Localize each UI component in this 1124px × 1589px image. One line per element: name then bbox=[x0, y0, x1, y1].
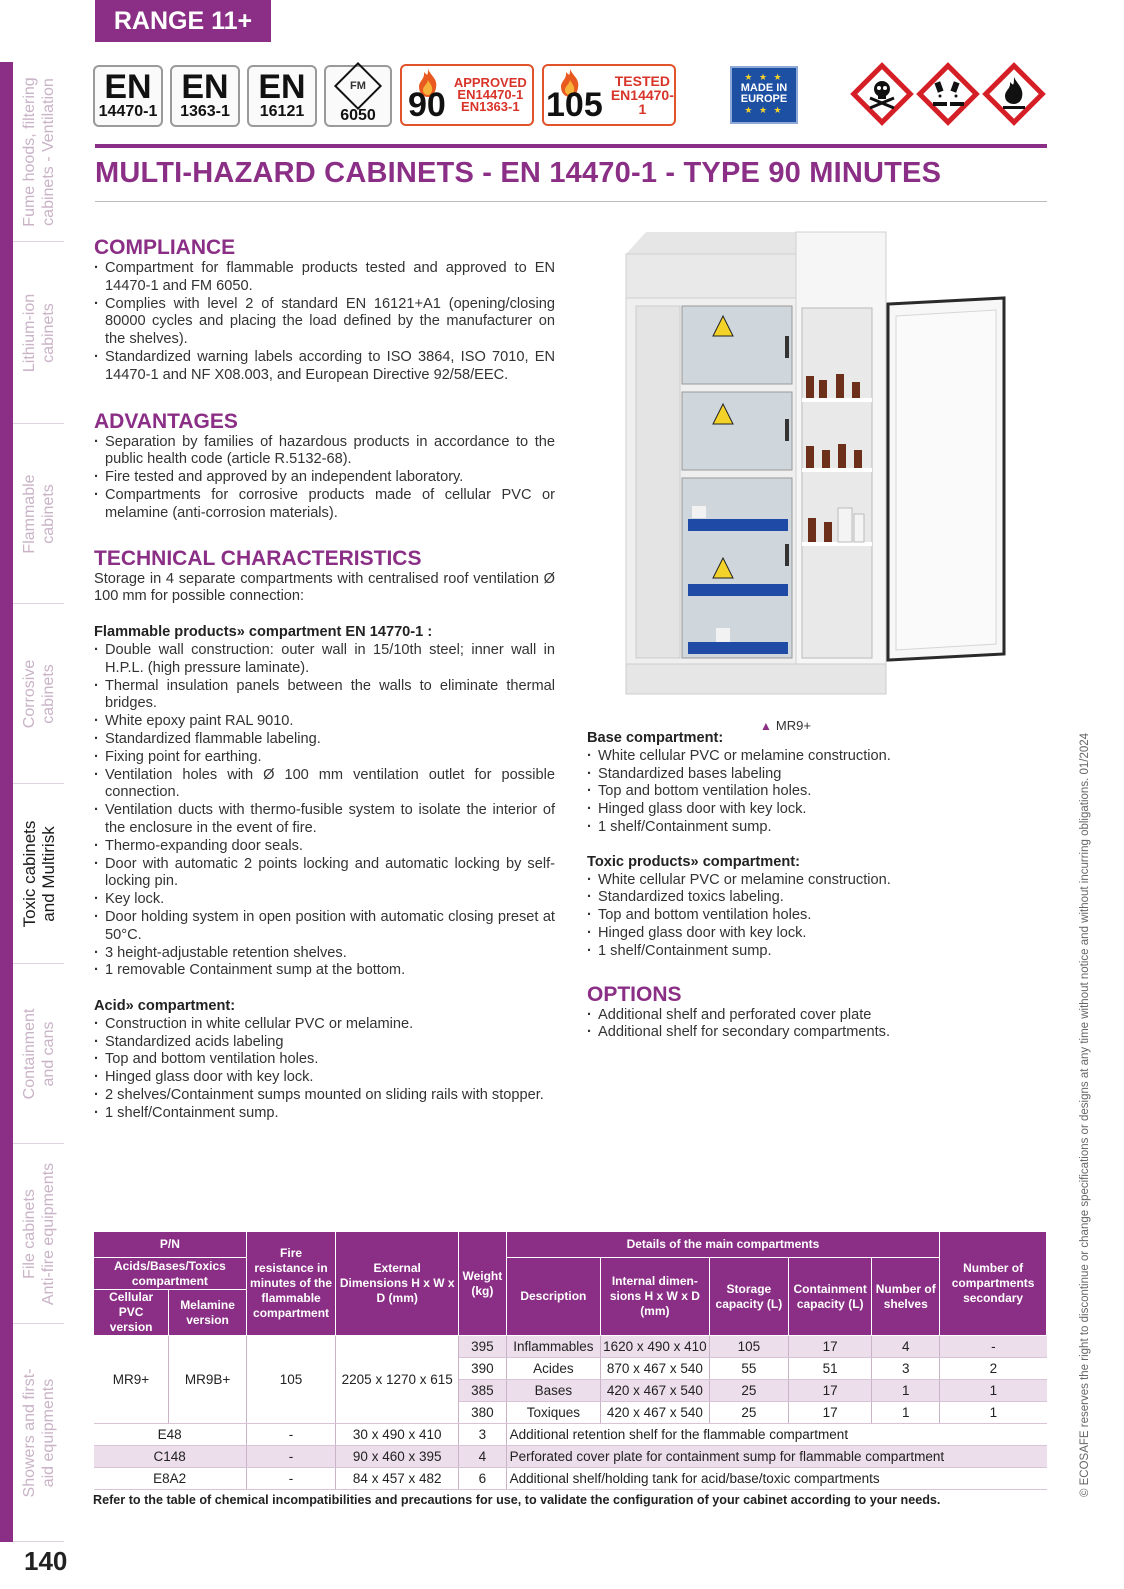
list-item: · Door holding system in open position with automatic closing preset at 50°C. bbox=[94, 909, 555, 945]
sidebar-item-3[interactable] bbox=[13, 424, 64, 604]
list-item: · Top and bottom ventilation holes. bbox=[587, 783, 1047, 801]
copyright-notice: © ECOSAFE reserves the right to discontinue or change specifications or designs at any time without notice and without incurring obligations. 01/2024 bbox=[1079, 732, 1091, 1498]
weight-header: Weight (kg) bbox=[459, 1232, 507, 1336]
list-item: · Ventilation ducts with thermo-fusible system to isolate the interior of the enclosure in the event of fire. bbox=[94, 802, 555, 838]
page-title: MULTI-HAZARD CABINETS - EN 14470-1 - TYPE 90 MINUTES bbox=[95, 157, 942, 189]
weight-cell: 395 bbox=[459, 1336, 507, 1358]
sidebar-item-line: cabinets bbox=[39, 663, 57, 724]
storage-cell: 105 bbox=[709, 1336, 788, 1358]
list-item: · 1 removable Containment sump at the bottom. bbox=[94, 962, 555, 980]
accessory-pn-cell: C148 bbox=[94, 1446, 247, 1468]
weight-cell: 3 bbox=[459, 1424, 507, 1446]
containment-cell: 51 bbox=[789, 1358, 872, 1380]
sidebar-item-line: and Multirisk bbox=[38, 825, 58, 922]
table-row bbox=[94, 1336, 1047, 1358]
cabinet-product-image bbox=[606, 224, 1026, 714]
internal-dimensions-cell: 420 x 467 x 540 bbox=[601, 1380, 710, 1402]
shelves-cell: 1 bbox=[872, 1402, 940, 1424]
secondary-cell: - bbox=[940, 1336, 1047, 1358]
advantages-list bbox=[94, 434, 555, 523]
list-item: · Hinged glass door with key lock. bbox=[587, 801, 1047, 819]
sidebar-item-line: aid equipments bbox=[39, 1378, 57, 1487]
technical-intro: Storage in 4 separate compartments with centralised roof ventilation Ø 100 mm for possible connection: bbox=[94, 570, 555, 605]
weight-cell: 390 bbox=[459, 1358, 507, 1380]
internal-dimensions-header: Internal dimen-sions H x W x D (mm) bbox=[601, 1258, 710, 1336]
sidebar-item-line: and cans bbox=[39, 1021, 57, 1086]
shelves-cell: 3 bbox=[872, 1358, 940, 1380]
weight-cell: 385 bbox=[459, 1380, 507, 1402]
sidebar-item-5[interactable] bbox=[13, 784, 64, 964]
accessory-row bbox=[94, 1468, 1047, 1490]
list-item: · Fire tested and approved by an independent laboratory. bbox=[94, 469, 555, 487]
list-item: · Top and bottom ventilation holes. bbox=[94, 1051, 555, 1069]
fire-resistance-cell: - bbox=[246, 1468, 336, 1490]
internal-dimensions-cell: 420 x 467 x 540 bbox=[601, 1402, 710, 1424]
weight-cell: 4 bbox=[459, 1446, 507, 1468]
secondary-compartments-header: Number of compartments secondary bbox=[940, 1232, 1047, 1336]
external-dimensions-cell: 30 x 490 x 410 bbox=[336, 1424, 459, 1446]
corrosive-icon bbox=[916, 62, 980, 126]
right-column bbox=[587, 730, 1047, 1042]
flammable-compartment-list bbox=[94, 642, 555, 980]
containment-cell: 17 bbox=[789, 1380, 872, 1402]
sidebar-item-line: cabinets - Ventilation bbox=[39, 77, 57, 226]
internal-dimensions-cell: 870 x 467 x 540 bbox=[601, 1358, 710, 1380]
fire-resistance-cell: 105 bbox=[246, 1336, 336, 1424]
sidebar-item-line: File cabinets bbox=[20, 1188, 38, 1279]
list-item: · 1 shelf/Containment sump. bbox=[587, 819, 1047, 837]
list-item: · White cellular PVC or melamine construction. bbox=[587, 748, 1047, 766]
containment-cell: 17 bbox=[789, 1336, 872, 1358]
abt-compartment-header: Acids/Bases/Toxics compartment bbox=[94, 1258, 247, 1290]
fire-105-badge: 105 TESTED EN14470-1 bbox=[542, 64, 676, 126]
details-header: Details of the main compartments bbox=[506, 1232, 940, 1258]
storage-cell: 25 bbox=[709, 1380, 788, 1402]
cert-en16121-badge: EN 16121 bbox=[247, 65, 317, 127]
fire-resistance-cell: - bbox=[246, 1446, 336, 1468]
weight-cell: 6 bbox=[459, 1468, 507, 1490]
triangle-icon: ▲ bbox=[760, 719, 772, 733]
secondary-cell: 2 bbox=[940, 1358, 1047, 1380]
header-rule bbox=[95, 144, 1047, 148]
sidebar-item-2[interactable] bbox=[13, 242, 64, 424]
containment-cell: 17 bbox=[789, 1402, 872, 1424]
list-item: · Additional shelf and perforated cover plate bbox=[587, 1007, 1047, 1025]
acid-compartment-heading: Acid» compartment: bbox=[94, 998, 236, 1015]
category-sidebar bbox=[0, 62, 64, 1542]
list-item: · Hinged glass door with key lock. bbox=[587, 925, 1047, 943]
secondary-cell: 1 bbox=[940, 1380, 1047, 1402]
list-item: · Complies with level 2 of standard EN 16121+A1 (opening/closing 80000 cycles and placing the load defined by the manufacturer on the shelves). bbox=[94, 296, 555, 349]
options-heading: OPTIONS bbox=[587, 982, 682, 1006]
pvc-pn-cell: MR9+ bbox=[94, 1336, 169, 1424]
list-item: · 2 shelves/Containment sumps mounted on sliding rails with stopper. bbox=[94, 1087, 555, 1105]
list-item: · Compartment for flammable products tested and approved to EN 14470-1 and FM 6050. bbox=[94, 260, 555, 296]
technical-heading: TECHNICAL CHARACTERISTICS bbox=[94, 546, 422, 570]
list-item: · Standardized acids labeling bbox=[94, 1034, 555, 1052]
description-cell: Inflammables bbox=[506, 1336, 600, 1358]
external-dimensions-cell: 2205 x 1270 x 615 bbox=[336, 1336, 459, 1424]
list-item: · Double wall construction: outer wall in 15/10th steel; inner wall in H.P.L. (high pressure laminate). bbox=[94, 642, 555, 678]
list-item: · Door with automatic 2 points locking and automatic locking by self-locking pin. bbox=[94, 856, 555, 892]
title-rule bbox=[95, 201, 1047, 202]
compliance-list bbox=[94, 260, 555, 385]
sidebar-item-line: Lithium-ion bbox=[20, 293, 38, 372]
advantages-heading: ADVANTAGES bbox=[94, 409, 238, 433]
toxic-compartment-list bbox=[587, 872, 1047, 961]
list-item: · Thermal insulation panels between the walls to eliminate thermal bridges. bbox=[94, 678, 555, 714]
description-cell: Bases bbox=[506, 1380, 600, 1402]
fire-resistance-header: Fire resistance in minutes of the flammable compartment bbox=[246, 1232, 336, 1336]
page-number: 140 bbox=[24, 1546, 68, 1576]
sidebar-item-line: Flammable bbox=[20, 473, 38, 554]
fire-resistance-cell: - bbox=[246, 1424, 336, 1446]
sidebar-item-label bbox=[20, 1162, 58, 1304]
cert-fm6050-badge: FM 6050 bbox=[324, 65, 392, 127]
sidebar-item-line: Toxic cabinets bbox=[19, 820, 39, 927]
list-item: · Thermo-expanding door seals. bbox=[94, 838, 555, 856]
sidebar-item-line: cabinets bbox=[39, 302, 57, 363]
flammable-compartment-heading: Flammable products» compartment EN 14770-1 : bbox=[94, 624, 433, 641]
sidebar-item-label bbox=[20, 293, 58, 371]
list-item: · Fixing point for earthing. bbox=[94, 749, 555, 767]
list-item: · Separation by families of hazardous products in accordance to the public health code (article R.5132-68). bbox=[94, 434, 555, 470]
accessory-row bbox=[94, 1446, 1047, 1468]
list-item: · Ventilation holes with Ø 100 mm ventilation outlet for possible connection. bbox=[94, 767, 555, 803]
list-item: · Key lock. bbox=[94, 891, 555, 909]
external-dimensions-header: External Dimensions H x W x D (mm) bbox=[336, 1232, 459, 1336]
base-compartment-list bbox=[587, 748, 1047, 837]
shelves-cell: 4 bbox=[872, 1336, 940, 1358]
internal-dimensions-cell: 1620 x 490 x 410 bbox=[601, 1336, 710, 1358]
description-cell: Toxiques bbox=[506, 1402, 600, 1424]
sidebar-item-line: Corrosive bbox=[20, 659, 38, 728]
sidebar-item-line: Containment bbox=[20, 1008, 38, 1099]
sidebar-item-label bbox=[20, 1368, 58, 1497]
accessory-pn-cell: E8A2 bbox=[94, 1468, 247, 1490]
list-item: · White cellular PVC or melamine construction. bbox=[587, 872, 1047, 890]
sidebar-item-4[interactable] bbox=[13, 604, 64, 784]
range-badge: RANGE 11+ bbox=[95, 0, 271, 42]
description-cell: Acides bbox=[506, 1358, 600, 1380]
left-column bbox=[94, 236, 555, 1123]
storage-cell: 55 bbox=[709, 1358, 788, 1380]
description-header: Description bbox=[506, 1258, 600, 1336]
list-item: · 3 height-adjustable retention shelves. bbox=[94, 945, 555, 963]
sidebar-rail bbox=[0, 62, 13, 1542]
accessory-description-cell: Perforated cover plate for containment sump for flammable compartment bbox=[506, 1446, 1046, 1468]
sidebar-item-label bbox=[20, 820, 58, 927]
accessory-pn-cell: E48 bbox=[94, 1424, 247, 1446]
toxic-compartment-heading: Toxic products» compartment: bbox=[587, 853, 800, 870]
acid-compartment-list bbox=[94, 1016, 555, 1123]
sidebar-item-label bbox=[20, 1008, 58, 1099]
list-item: · Compartments for corrosive products made of cellular PVC or melamine (anti-corrosion materials). bbox=[94, 487, 555, 523]
sidebar-item-8[interactable] bbox=[13, 1324, 64, 1542]
options-list bbox=[587, 1007, 1047, 1043]
pn-header: P/N bbox=[94, 1232, 247, 1258]
melamine-version-header: Melamine version bbox=[169, 1290, 246, 1336]
melamine-pn-cell: MR9B+ bbox=[169, 1336, 246, 1424]
sidebar-item-label bbox=[20, 474, 58, 553]
made-in-europe-badge: ★ ★ ★ MADE IN EUROPE ★ ★ ★ bbox=[730, 66, 798, 124]
secondary-cell: 1 bbox=[940, 1402, 1047, 1424]
list-item: · Standardized warning labels according to ISO 3864, ISO 7010, EN 14470-1 and NF X08.003, and European Directive 92/58/EEC. bbox=[94, 349, 555, 385]
shelves-header: Number of shelves bbox=[872, 1258, 940, 1336]
skull-crossbones-icon bbox=[850, 62, 914, 126]
sidebar-item-7[interactable] bbox=[13, 1144, 64, 1324]
external-dimensions-cell: 90 x 460 x 395 bbox=[336, 1446, 459, 1468]
accessory-row bbox=[94, 1424, 1047, 1446]
list-item: · Standardized toxics labeling. bbox=[587, 889, 1047, 907]
shelves-cell: 1 bbox=[872, 1380, 940, 1402]
sidebar-item-line: cabinets bbox=[39, 483, 57, 544]
sidebar-item-line: Fume hoods, filtering bbox=[20, 76, 38, 227]
cert-en14470-badge: EN 14470-1 bbox=[93, 65, 163, 127]
table-note: Refer to the table of chemical incompatibilities and precautions for use, to validate the configuration of your cabinet according to your needs. bbox=[93, 1493, 941, 1507]
list-item: · Construction in white cellular PVC or melamine. bbox=[94, 1016, 555, 1034]
accessory-description-cell: Additional shelf/holding tank for acid/base/toxic compartments bbox=[506, 1468, 1046, 1490]
list-item: · Top and bottom ventilation holes. bbox=[587, 907, 1047, 925]
containment-capacity-header: Containment capacity (L) bbox=[789, 1258, 872, 1336]
flammable-icon bbox=[982, 62, 1046, 126]
weight-cell: 380 bbox=[459, 1402, 507, 1424]
fm-diamond-icon: FM bbox=[334, 62, 382, 110]
list-item: · Standardized flammable labeling. bbox=[94, 731, 555, 749]
storage-cell: 25 bbox=[709, 1402, 788, 1424]
sidebar-item-1[interactable] bbox=[13, 62, 64, 242]
sidebar-item-label bbox=[20, 659, 58, 727]
sidebar-item-line: Anti-fire equipments bbox=[39, 1162, 57, 1305]
cert-en1363-badge: EN 1363-1 bbox=[170, 65, 240, 127]
storage-capacity-header: Storage capacity (L) bbox=[709, 1258, 788, 1336]
base-compartment-heading: Base compartment: bbox=[587, 730, 724, 746]
compliance-heading: COMPLIANCE bbox=[94, 236, 236, 259]
sidebar-item-line: Showers and first- bbox=[20, 1368, 38, 1497]
list-item: · Additional shelf for secondary compartments. bbox=[587, 1024, 1047, 1042]
sidebar-item-label bbox=[20, 77, 58, 226]
accessory-description-cell: Additional retention shelf for the flammable compartment bbox=[506, 1424, 1046, 1446]
spec-table bbox=[93, 1231, 1047, 1490]
fire-90-badge: 90 APPROVED EN14470-1 EN1363-1 bbox=[400, 64, 534, 126]
pvc-version-header: Cellular PVC version bbox=[94, 1290, 169, 1336]
list-item: · 1 shelf/Containment sump. bbox=[94, 1105, 555, 1123]
product-tag: ▲ MR9+ bbox=[760, 718, 811, 733]
list-item: · Standardized bases labeling bbox=[587, 766, 1047, 784]
sidebar-item-6[interactable] bbox=[13, 964, 64, 1144]
list-item: · Hinged glass door with key lock. bbox=[94, 1069, 555, 1087]
list-item: · White epoxy paint RAL 9010. bbox=[94, 713, 555, 731]
external-dimensions-cell: 84 x 457 x 482 bbox=[336, 1468, 459, 1490]
list-item: · 1 shelf/Containment sump. bbox=[587, 943, 1047, 961]
